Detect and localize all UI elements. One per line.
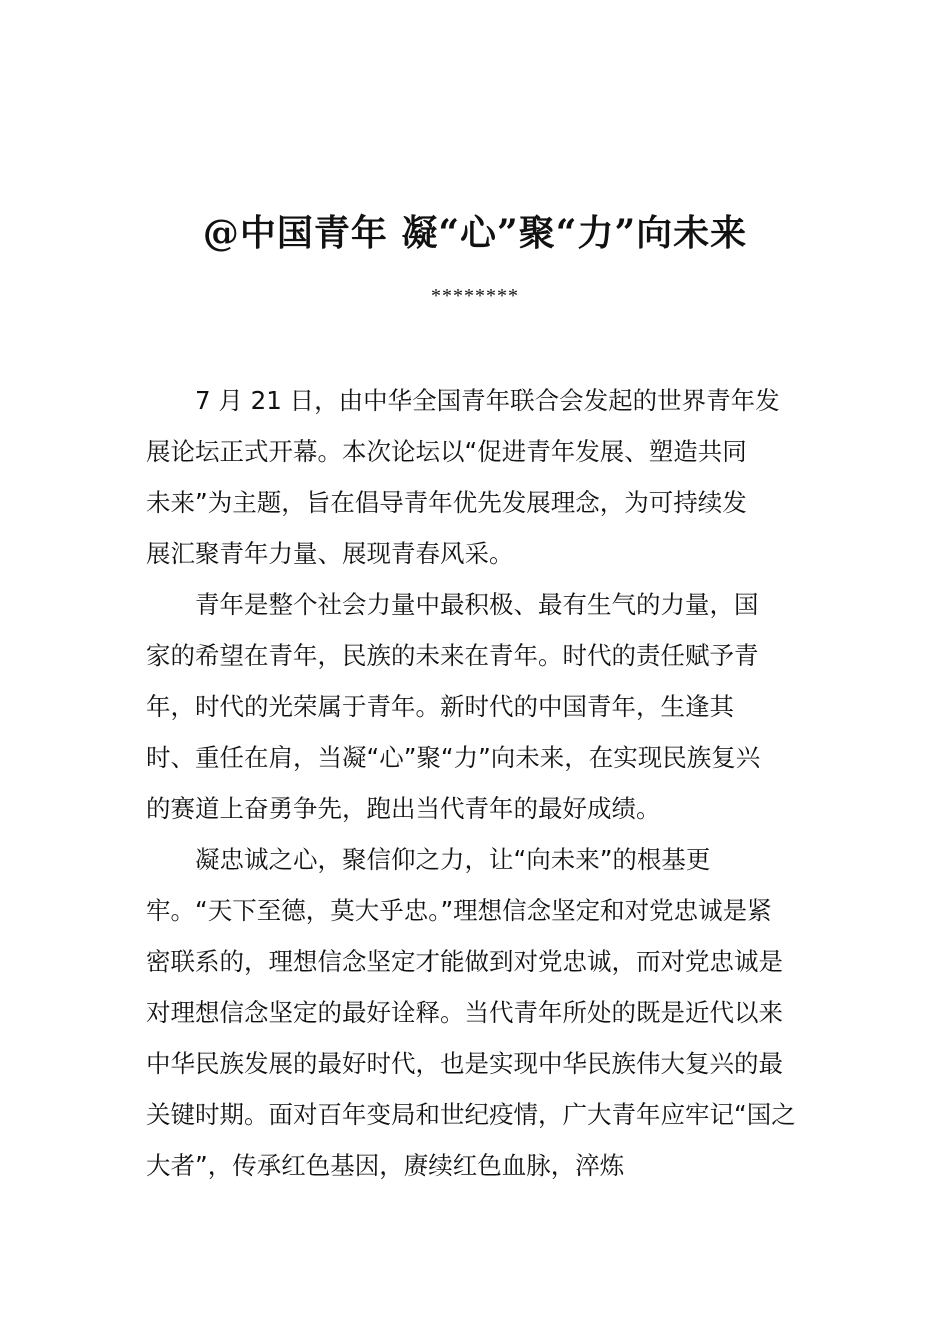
paragraph-line: 对理想信念坚定的最好诠释。当代青年所处的既是近代以来	[146, 998, 783, 1027]
paragraph-line: 未来”为主题，旨在倡导青年优先发展理念，为可持续发	[146, 488, 747, 517]
paragraph-line: 中华民族发展的最好时代，也是实现中华民族伟大复兴的最	[146, 1049, 783, 1078]
paragraph-line: 牢。“天下至德，莫大乎忠。”理想信念坚定和对党忠诚是紧	[146, 896, 772, 925]
paragraph-line: 年，时代的光荣属于青年。新时代的中国青年，生逢其	[146, 692, 734, 721]
paragraph	[146, 834, 796, 1191]
paragraph-line: 7 月 21 日，由中华全国青年联合会发起的世界青年发	[195, 386, 780, 415]
paragraph-line: 青年是整个社会力量中最积极、最有生气的力量，国	[195, 590, 759, 619]
paragraph-line: 大者”，传承红色基因，赓续红色血脉，淬炼	[146, 1151, 625, 1180]
author-byline: ********	[431, 285, 519, 307]
paragraph-line: 时、重任在肩，当凝“心”聚“力”向未来，在实现民族复兴	[146, 743, 761, 772]
paragraph-line: 展论坛正式开幕。本次论坛以“促进青年发展、塑造共同	[146, 437, 747, 466]
paragraph	[146, 375, 796, 579]
paragraph	[146, 579, 796, 834]
paragraph-line: 关键时期。面对百年变局和世纪疫情，广大青年应牢记“国之	[146, 1100, 796, 1129]
paragraph-line: 展汇聚青年力量、展现青春风采。	[146, 539, 514, 568]
paragraph-line: 的赛道上奋勇争先，跑出当代青年的最好成绩。	[146, 794, 661, 823]
document-body	[146, 375, 796, 1191]
paragraph-line: 家的希望在青年，民族的未来在青年。时代的责任赋予青	[146, 641, 759, 670]
paragraph-line: 密联系的，理想信念坚定才能做到对党忠诚，而对党忠诚是	[146, 947, 783, 976]
document-title: @中国青年 凝“心”聚“力”向未来	[202, 212, 748, 254]
paragraph-line: 凝忠诚之心，聚信仰之力，让“向未来”的根基更	[195, 845, 711, 874]
